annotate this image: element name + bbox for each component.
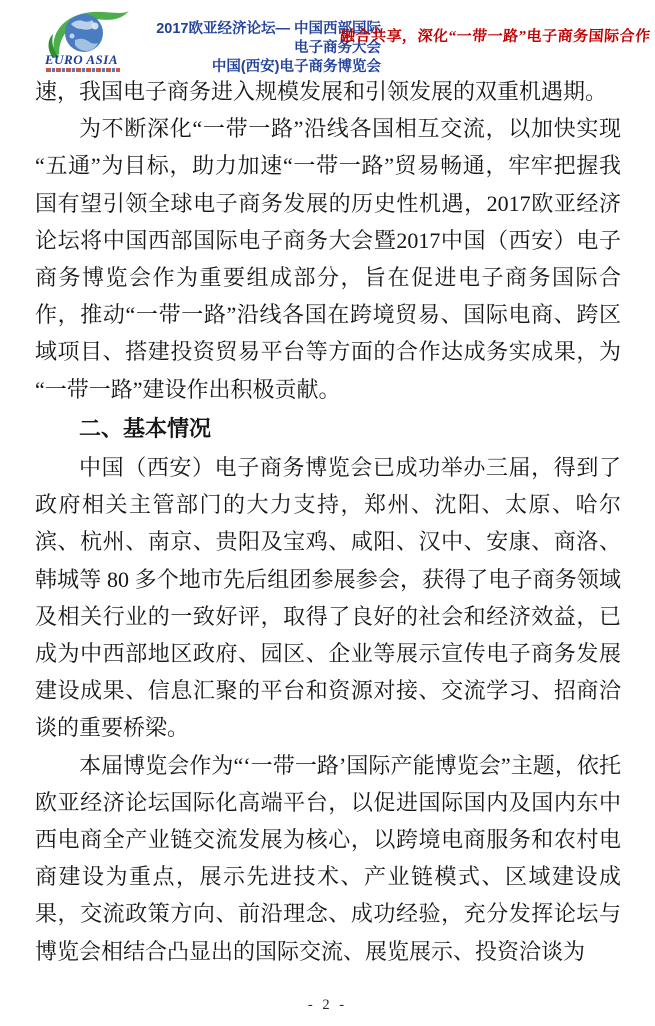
euro-asia-logo	[45, 10, 145, 74]
paragraph: 速，我国电子商务进入规模发展和引领发展的双重机遇期。	[35, 79, 608, 104]
globe-icon	[65, 14, 103, 52]
logo-wordmark: EURO ASIA	[45, 52, 119, 67]
paragraph: 为不断深化“一带一路”沿线各国相互交流，以加快实现“五通”为目标，助力加速“一带一路”贸易畅通，牢牢把握我国有望引领全球电子商务发展的历史性机遇，2017欧亚经济论坛将中国西部国际电子商务大会暨2017中国（西安）电子商务博览会作为重要组成部分，旨在促进电子商务国际合作，推动“一带一路”沿线各国在跨境贸易、国际电商、跨区域项目、搭建投资贸易平台等方面的合作达成务实成果，为“一带一路”建设作出积极贡献。	[35, 116, 621, 402]
header-slogan: 融合共享，深化“一带一路”电子商务国际合作	[339, 29, 652, 45]
section-heading: 二、基本情况	[79, 415, 212, 441]
page-header	[45, 10, 652, 76]
paragraph: 中国（西安）电子商务博览会已成功举办三届，得到了政府相关主管部门的大力支持，郑州、沈阳、太原、哈尔滨、杭州、南京、贵阳及宝鸡、咸阳、汉中、安康、商洛、韩城等 80 多个地市先后组团参展参会，获得了电子商务领域及相关行业的一致好评，取得了良好的社会和经济效益，已成为中西部地区政府、园区、企业等展示宣传电子商务发展建设成果、信息汇聚的平台和资源对接、交流学习、招商洽谈的重要桥梁。	[35, 455, 621, 741]
header-title-line1: 2017欧亚经济论坛— 中国西部国际电子商务大会	[156, 21, 381, 56]
page-number: - 2 -	[307, 997, 348, 1013]
document-body	[35, 73, 621, 970]
paragraph: 本届博览会作为“‘一带一路’国际产能博览会”主题，依托欧亚经济论坛国际化高端平台，以促进国际国内及国内东中西电商全产业链交流发展为核心，以跨境电商服务和农村电商建设为重点，展示先进技术、产业链模式、区域建设成果，交流政策方向、前沿理念、成功经验，充分发挥论坛与博览会相结合凸显出的国际交流、展览展示、投资洽谈为	[35, 752, 621, 964]
logo-subtext-line	[46, 68, 120, 72]
header-title-line2: 中国(西安)电子商务博览会	[211, 59, 381, 75]
